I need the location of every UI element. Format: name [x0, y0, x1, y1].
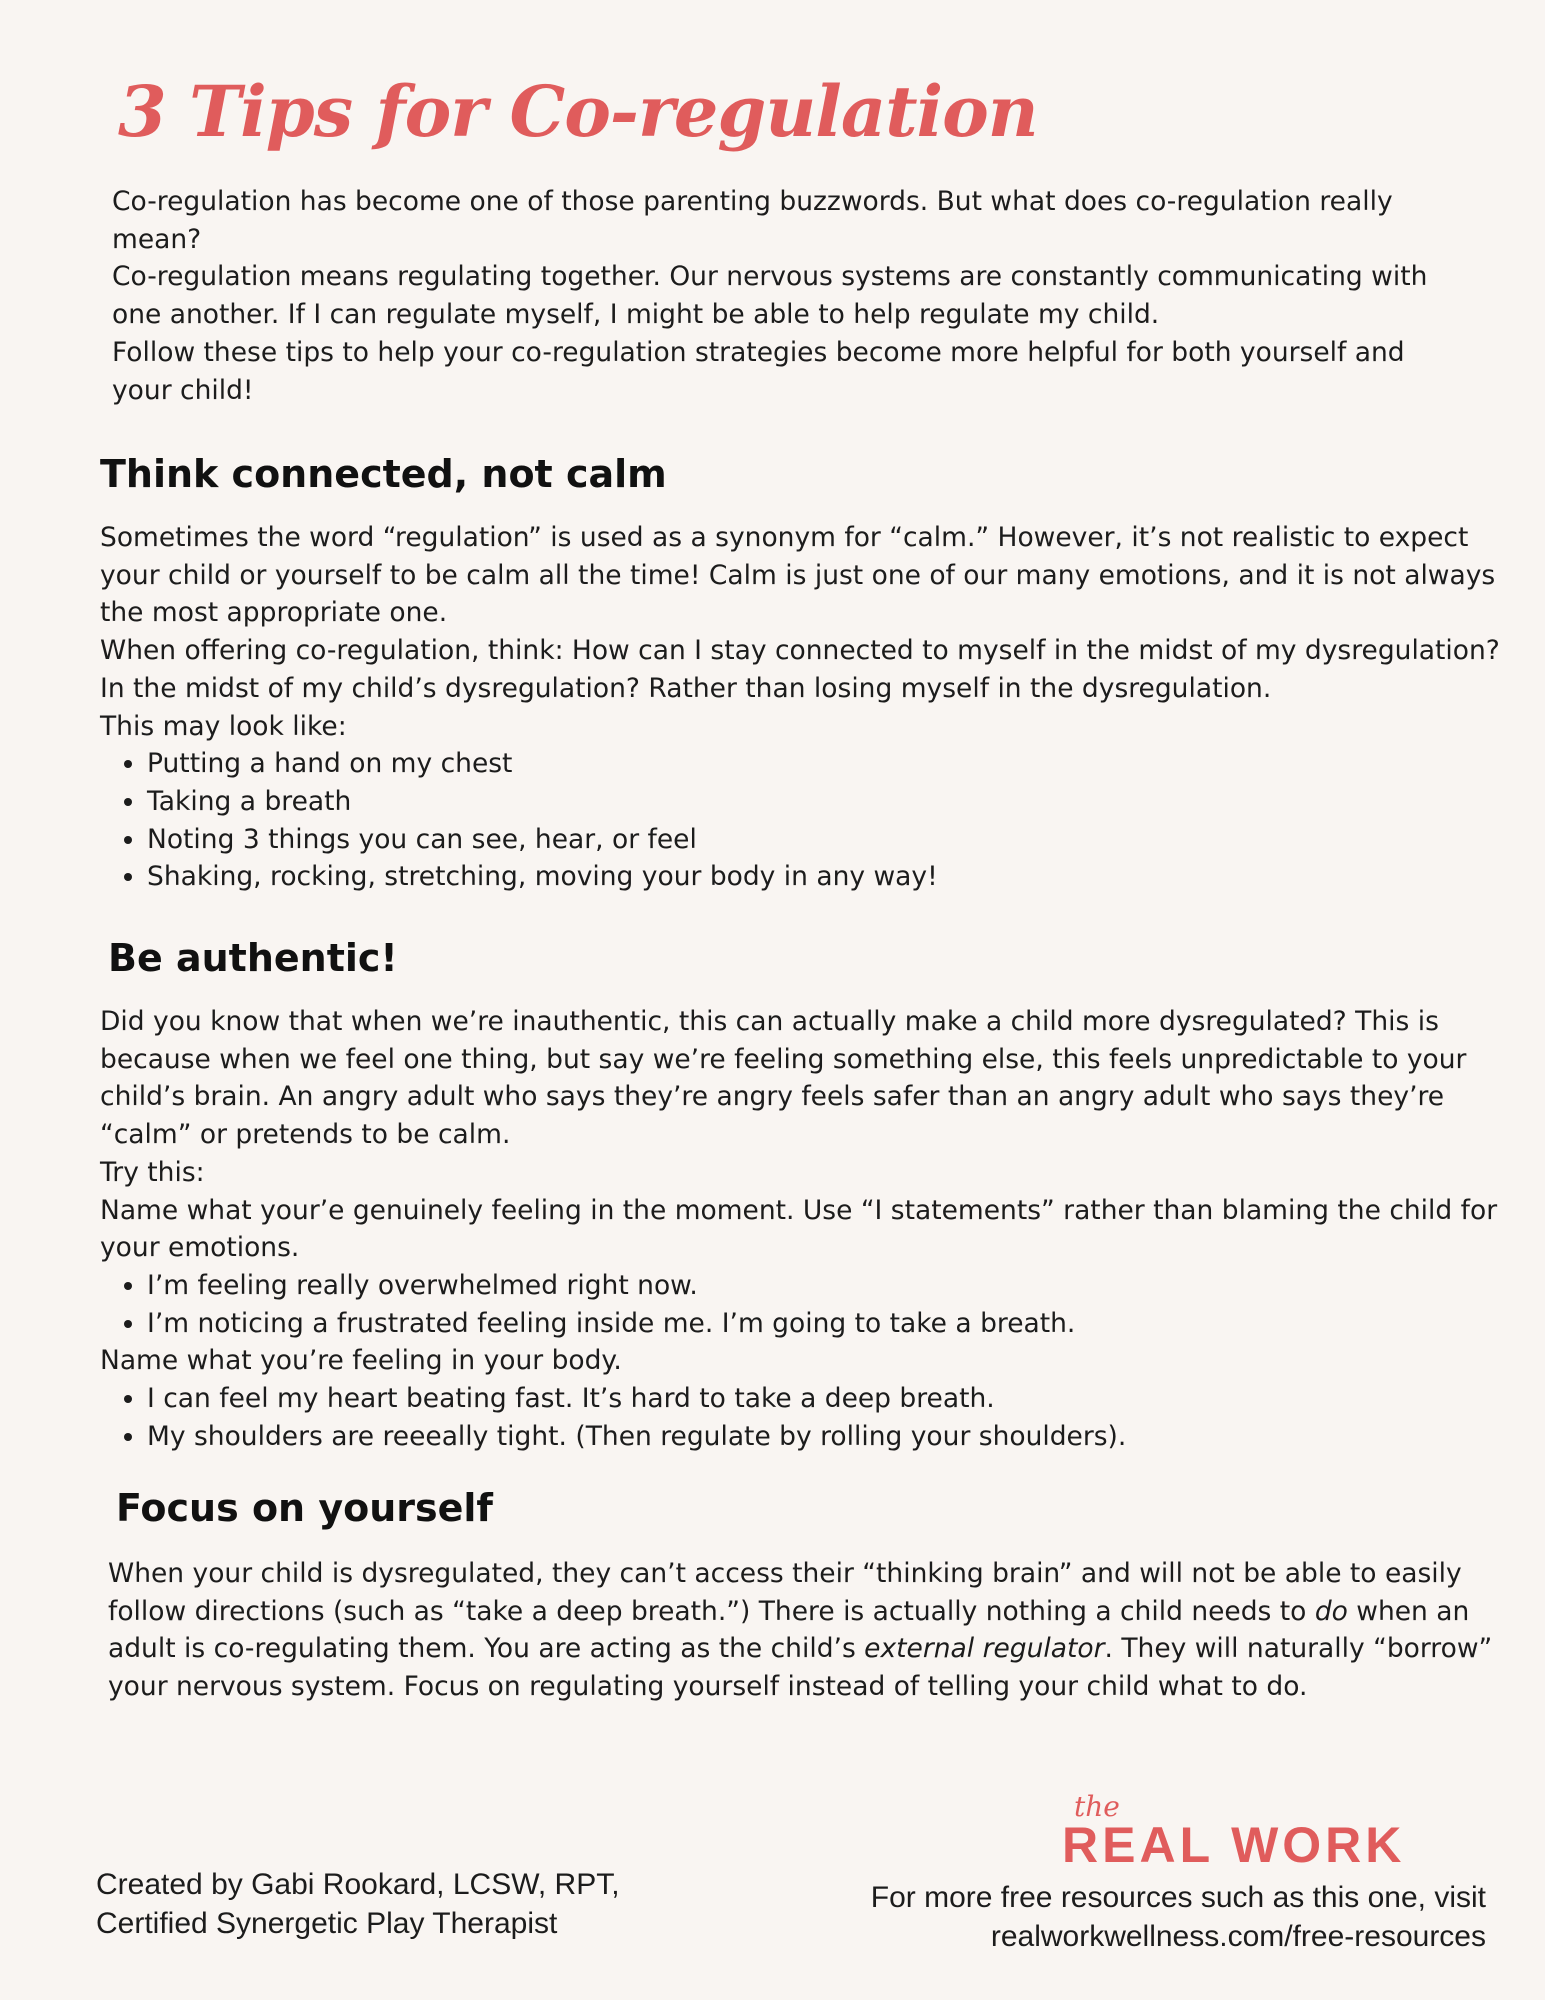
text-run: . They will naturally “borrow” your nervous system. Focus on regulating yourself instead of telling your child what to do. — [108, 1633, 1493, 1703]
page-title: 3 Tips for Co-regulation — [118, 70, 1038, 153]
section-heading-connected: Think connected, not calm — [100, 452, 667, 496]
paragraph — [108, 1555, 1503, 1706]
logo-the-text: the — [1074, 1790, 1120, 1823]
list-item: • Shaking, rocking, stretching, moving your body in any way! — [147, 858, 1500, 896]
list-item: • I’m feeling really overwhelmed right now. — [147, 1267, 1500, 1305]
bullet-list — [100, 1267, 1500, 1342]
section-heading-authentic: Be authentic! — [108, 936, 398, 980]
paragraph: When offering co-regulation, think: How can I stay connected to myself in the midst of my dysregulation? In the midst of my child’s dysregulation? Rather than losing myself in the dysregulation. — [100, 635, 1500, 704]
paragraph: This may look like: — [100, 710, 347, 742]
section-heading-focus: Focus on yourself — [116, 1486, 493, 1530]
text-run: when an adult is co-regulating them. You are acting as the child’s — [108, 1595, 1470, 1665]
credit-line: Created by Gabi Rookard, LCSW, RPT, — [96, 1868, 620, 1901]
section-authentic-body — [100, 1003, 1500, 1455]
intro-paragraph: Follow these tips to help your co-regulation strategies become more helpful for both yourself and your child! — [112, 336, 1405, 406]
bullet-list — [100, 745, 1500, 896]
paragraph: Sometimes the word “regulation” is used as a synonym for “calm.” However, it’s not realistic to expect your child or yourself to be calm all the time! Calm is just one of our many emotions, and it is not always the most appropriate one. — [100, 522, 1496, 629]
intro-text — [112, 183, 1452, 409]
author-credit — [96, 1865, 620, 1943]
emphasis: do — [1314, 1595, 1348, 1627]
resources-link[interactable]: realworkwellness.com/free-resources — [990, 1920, 1486, 1953]
credit-line: Certified Synergetic Play Therapist — [96, 1907, 558, 1940]
paragraph: Did you know that when we’re inauthentic, this can actually make a child more dysregulated? This is because when we feel one thing, but say we’re feeling something else, this feels unpredictable to your child’s brain. An angry adult who says they’re angry feels safer than an angry adult who says they’re “calm” or pretends to be calm. — [100, 1006, 1467, 1151]
intro-paragraph: Co-regulation means regulating together. Our nervous systems are constantly communicating with one another. If I can regulate myself, I might be able to help regulate my child. — [112, 261, 1428, 331]
section-connected-body — [100, 519, 1500, 896]
bullet-list — [100, 1380, 1500, 1455]
intro-paragraph: Co-regulation has become one of those parenting buzzwords. But what does co-regulation really mean? — [112, 186, 1393, 255]
resources-line: For more free resources such as this one, visit — [870, 1881, 1486, 1914]
section-focus-body — [108, 1555, 1503, 1706]
text-run: When your child is dysregulated, they can’t access their “thinking brain” and will not be able to easily follow directions (such as “take a deep breath.”) There is actually nothing a child needs to — [108, 1558, 1462, 1627]
resources-note — [871, 1878, 1486, 1956]
list-item: • Noting 3 things you can see, hear, or feel — [147, 821, 1500, 859]
list-item: • My shoulders are reeeally tight. (Then regulate by rolling your shoulders). — [147, 1418, 1500, 1456]
list-item: • Putting a hand on my chest — [147, 745, 1500, 783]
real-work-logo — [1062, 1790, 1442, 1874]
list-item: • I’m noticing a frustrated feeling inside me. I’m going to take a breath. — [147, 1305, 1500, 1343]
list-item: • I can feel my heart beating fast. It’s hard to take a deep breath. — [147, 1380, 1500, 1418]
emphasis: external regulator — [864, 1633, 1105, 1665]
logo-main-text: REAL WORK — [1062, 1817, 1406, 1873]
paragraph: Try this: — [100, 1156, 205, 1188]
paragraph: Name what you’re feeling in your body. — [100, 1345, 622, 1377]
list-item: • Taking a breath — [147, 783, 1500, 821]
paragraph: Name what your’e genuinely feeling in the moment. Use “I statements” rather than blaming the child for your emotions. — [100, 1194, 1498, 1264]
